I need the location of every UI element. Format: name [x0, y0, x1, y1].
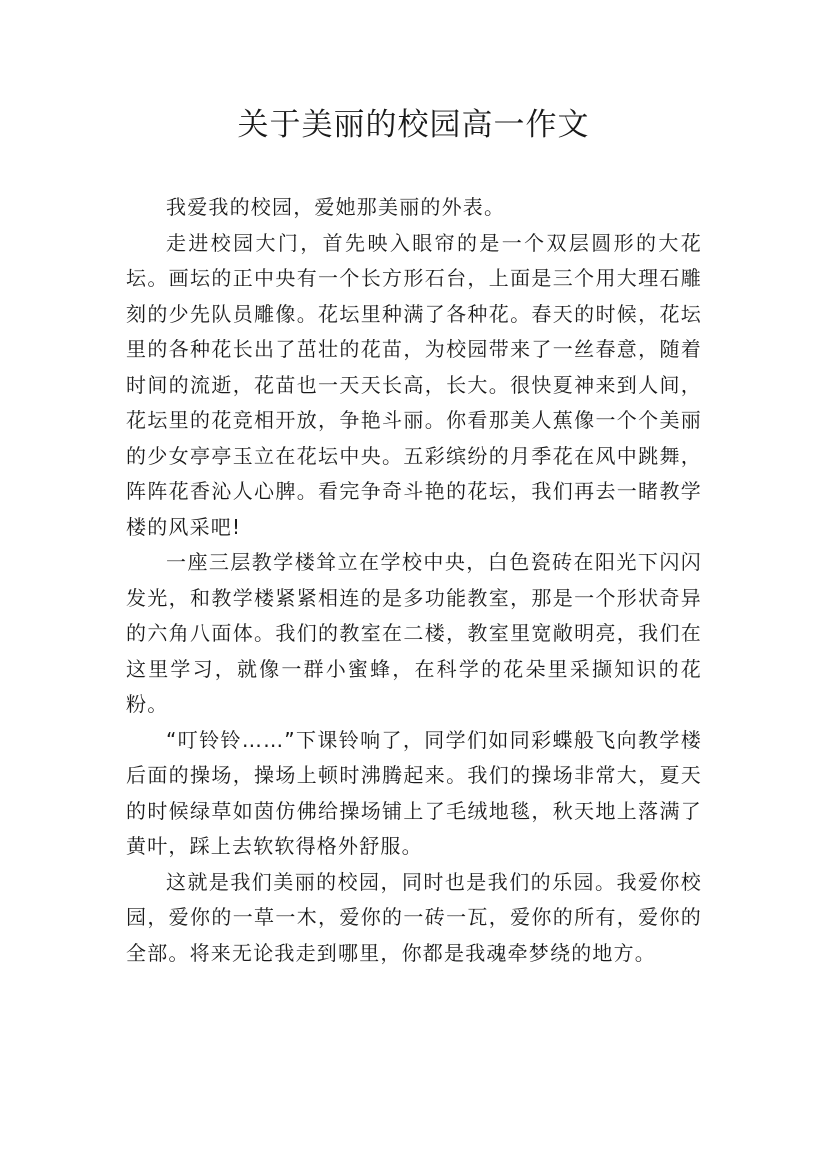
paragraph-2: 走进校园大门，首先映入眼帘的是一个双层圆形的大花坛。画坛的正中央有一个长方形石台，上面是三个用大理石雕刻的少先队员雕像。花坛里种满了各种花。春天的时候，花坛里的各种花长出了茁壮的花苗，为校园带来了一丝春意，随着时间的流逝，花苗也一天天长高，长大。很快夏神来到人间，花坛里的花竞相开放，争艳斗丽。你看那美人蕉像一个个美丽的少女亭亭玉立在花坛中央。五彩缤纷的月季花在风中跳舞，阵阵花香沁人心脾。看完争奇斗艳的花坛，我们再去一睹教学楼的风采吧!: [126, 230, 702, 539]
paragraph-1: 我爱我的校园，爱她那美丽的外表。: [166, 195, 506, 219]
paragraph-3: 一座三层教学楼耸立在学校中央，白色瓷砖在阳光下闪闪发光，和教学楼紧紧相连的是多功能教室，那是一个形状奇异的六角八面体。我们的教室在二楼，教室里宽敞明亮，我们在这里学习，就像一群小蜜蜂，在科学的花朵里采撷知识的花粉。: [126, 550, 702, 716]
paragraph-5: 这就是我们美丽的校园，同时也是我们的乐园。我爱你校园，爱你的一草一木，爱你的一砖一瓦，爱你的所有，爱你的全部。将来无论我走到哪里，你都是我魂牵梦绕的地方。: [126, 869, 702, 965]
document-title: 关于美丽的校园高一作文: [237, 107, 590, 143]
paragraph-4: “叮铃铃……”下课铃响了，同学们如同彩蝶般飞向教学楼后面的操场，操场上顿时沸腾起来。我们的操场非常大，夏天的时候绿草如茵仿佛给操场铺上了毛绒地毯，秋天地上落满了黄叶，踩上去软软得格外舒服。: [126, 727, 702, 858]
document-body: [126, 190, 702, 971]
